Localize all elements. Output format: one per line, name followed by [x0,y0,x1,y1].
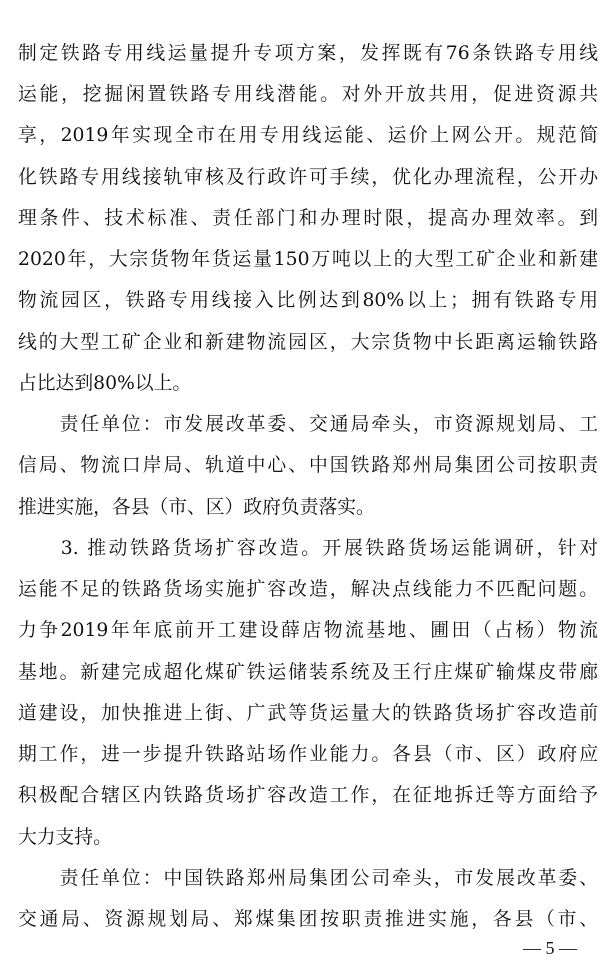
text-line: 积极配合辖区内铁路货场扩容改造工作，在征地拆迁等方面给予 [18,785,598,806]
text-line: 基地。新建完成超化煤矿铁运储装系统及王行庄煤矿输煤皮带廊 [18,662,598,683]
text-line: 物流园区，铁路专用线接入比例达到80%以上；拥有铁路专用 [18,290,598,311]
text-line: 交通局、资源规划局、郑煤集团按职责推进实施，各县（市、 [18,909,598,930]
text-line: 信局、物流口岸局、轨道中心、中国铁路郑州局集团公司按职责 [18,455,598,476]
text-line: 制定铁路专用线运量提升专项方案，发挥既有76条铁路专用线 [18,43,598,64]
text-line: 3. 推动铁路货场扩容改造。开展铁路货场运能调研，针对 [18,538,598,559]
text-line: 运能不足的铁路货场实施扩容改造，解决点线能力不匹配问题。 [18,579,598,600]
text-line: 责任单位：市发展改革委、交通局牵头，市资源规划局、工 [18,414,598,435]
text-line: 享，2019年实现全市在用专用线运能、运价上网公开。规范简 [18,125,598,146]
text-line: 推进实施，各县（市、区）政府负责落实。 [18,497,375,518]
text-line: 道建设，加快推进上街、广武等货运量大的铁路货场扩容改造前 [18,703,598,724]
text-line: 力争2019年年底前开工建设薛店物流基地、圃田（占杨）物流 [18,620,598,641]
text-line: 2020年，大宗货物年货运量150万吨以上的大型工矿企业和新建 [18,249,598,270]
text-line: 责任单位：中国铁路郑州局集团公司牵头，市发展改革委、 [18,868,598,889]
page-number: — 5 — [523,938,577,958]
text-line: 线的大型工矿企业和新建物流园区，大宗货物中长距离运输铁路 [18,332,598,353]
text-line: 化铁路专用线接轨审核及行政许可手续，优化办理流程，公开办 [18,167,598,188]
text-line: 占比达到80%以上。 [18,373,192,394]
text-line: 大力支持。 [18,827,112,848]
text-line: 理条件、技术标准、责任部门和办理时限，提高办理效率。到 [18,208,598,229]
text-line: 期工作，进一步提升铁路站场作业能力。各县（市、区）政府应 [18,744,598,765]
text-line: 运能，挖掘闲置铁路专用线潜能。对外开放共用，促进资源共 [18,84,598,105]
